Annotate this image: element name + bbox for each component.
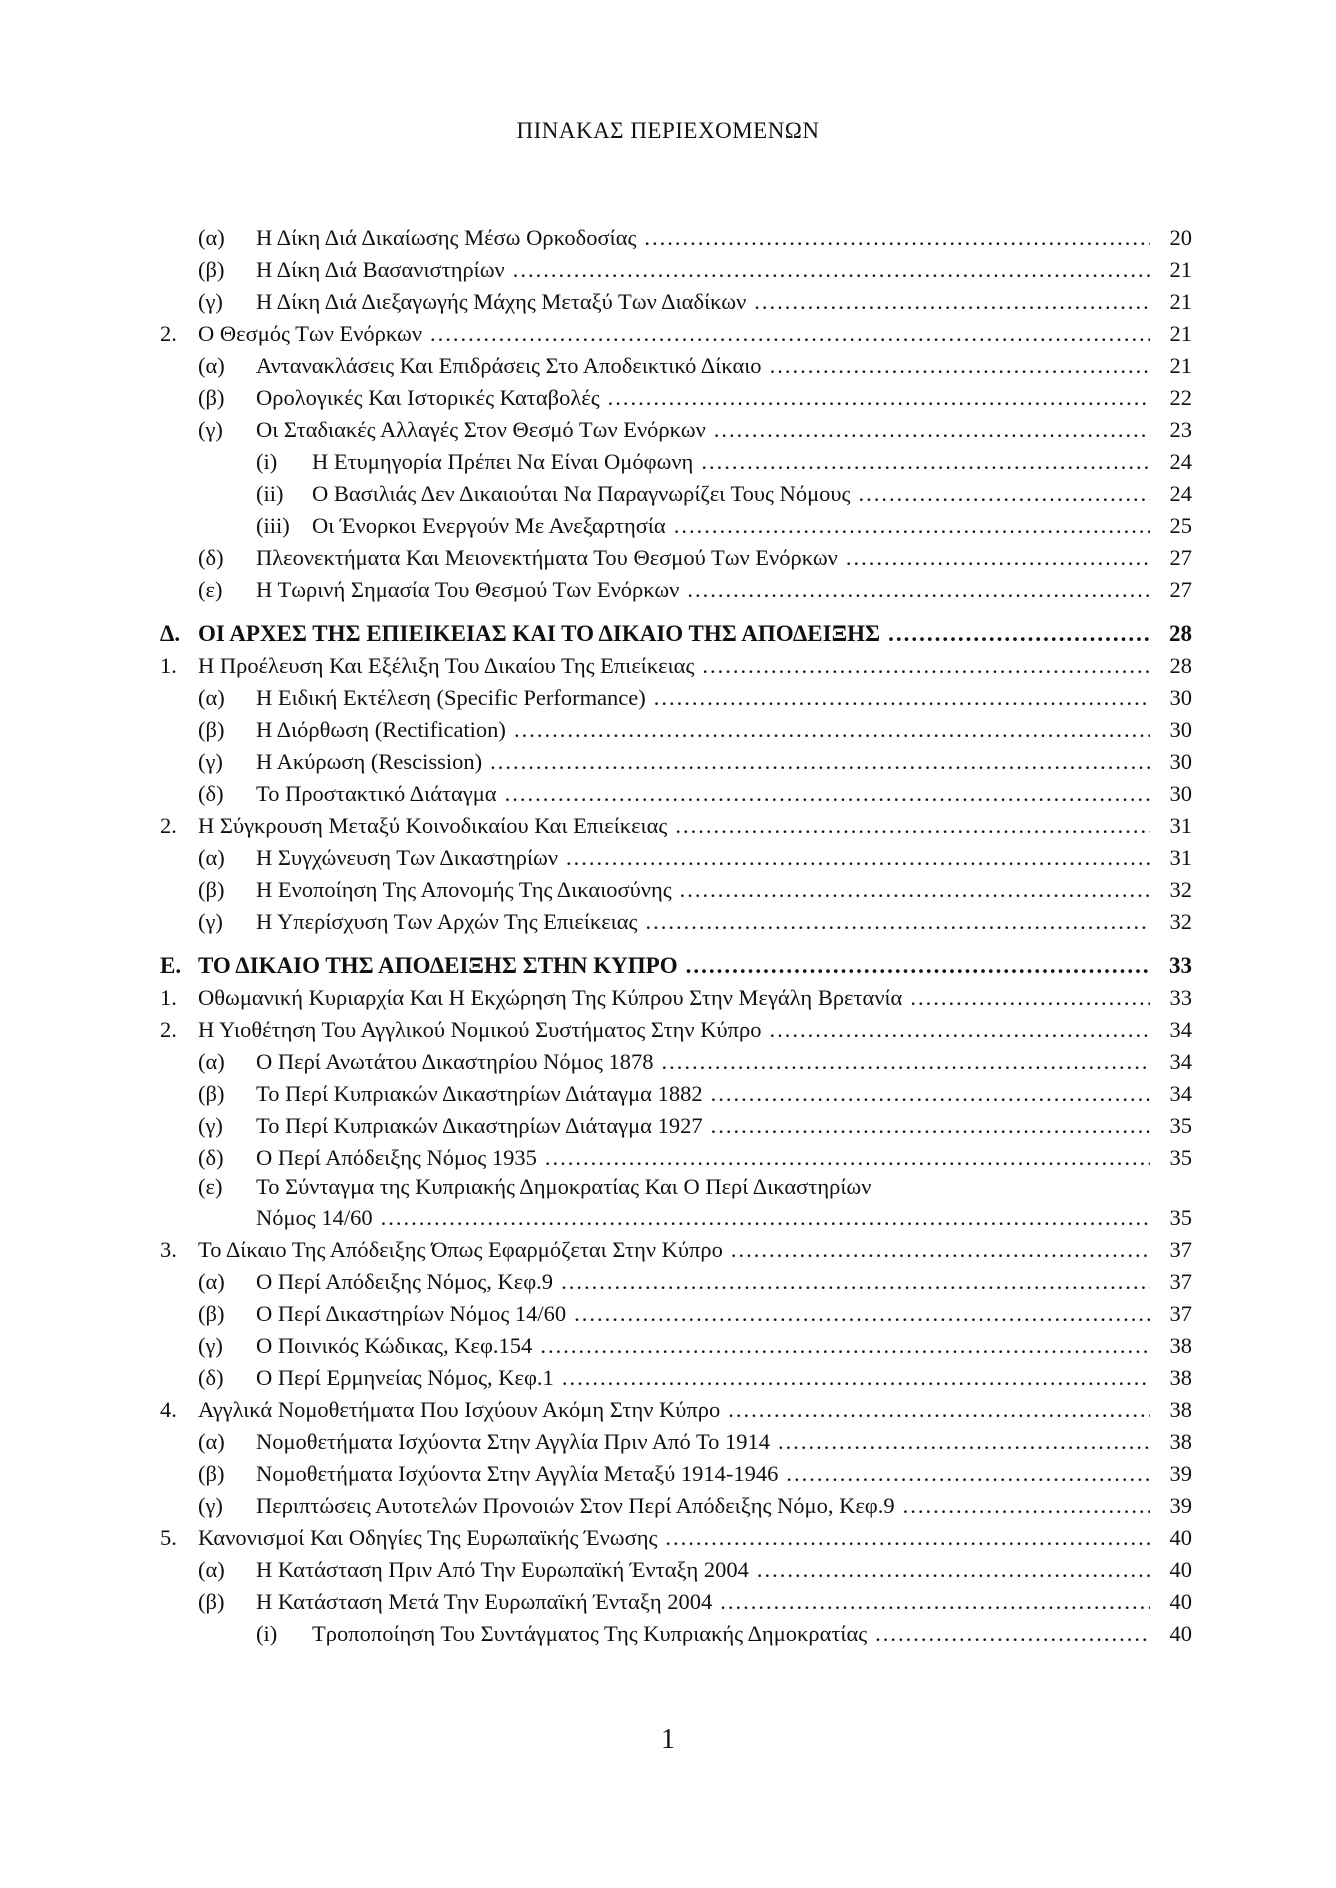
toc-entry[interactable]: [160, 714, 1192, 746]
toc-page-number: 35: [1169, 1205, 1192, 1230]
toc-marker: 2.: [160, 813, 177, 838]
toc-marker: (α): [198, 353, 225, 378]
toc-marker: (α): [198, 845, 225, 870]
dot-leader: [711, 1113, 1150, 1139]
toc-entry[interactable]: [160, 1618, 1192, 1650]
toc-marker: (β): [198, 1461, 225, 1486]
toc-marker: (δ): [198, 545, 224, 570]
toc-marker: (β): [198, 717, 225, 742]
toc-marker: (δ): [198, 1365, 224, 1390]
dot-leader: [858, 481, 1150, 507]
dot-leader: [778, 1429, 1150, 1455]
toc-entry[interactable]: [160, 510, 1192, 542]
toc-page-number: 30: [1169, 749, 1192, 774]
toc-page-number: 33: [1169, 953, 1192, 978]
toc-marker: (γ): [198, 289, 223, 314]
dot-leader: [686, 953, 1150, 979]
toc-page-number: 27: [1169, 577, 1192, 602]
toc-title-line1: Το Σύνταγμα της Κυπριακής Δημοκρατίας Και Ο Περί Δικαστηρίων: [256, 1174, 872, 1199]
toc-page-number: 25: [1169, 513, 1192, 538]
toc-title: Το Δίκαιο Της Απόδειξης Όπως Εφαρμόζεται Στην Κύπρο: [198, 1237, 723, 1262]
dot-leader: [490, 749, 1150, 775]
toc-title: Περιπτώσεις Αυτοτελών Προνοιών Στον Περί Απόδειξης Νόμο, Κεφ.9: [256, 1493, 895, 1518]
toc-marker: 1.: [160, 653, 177, 678]
page-title: ΠΙΝΑΚΑΣ ΠΕΡΙΕΧΟΜΕΝΩΝ: [516, 118, 820, 143]
toc-page-number: 39: [1169, 1461, 1192, 1486]
toc-page-number: 40: [1169, 1557, 1192, 1582]
toc-marker: (γ): [198, 909, 223, 934]
toc-marker: (β): [198, 257, 225, 282]
toc-entry[interactable]: [160, 650, 1192, 682]
dot-leader: [654, 685, 1150, 711]
dot-leader: [661, 1049, 1150, 1075]
toc-entry[interactable]: [160, 1522, 1192, 1554]
toc-page-number: 34: [1169, 1049, 1192, 1074]
dot-leader: [711, 1081, 1150, 1107]
toc-title: Κανονισμοί Και Οδηγίες Της Ευρωπαϊκής Ένωσης: [198, 1525, 658, 1550]
dot-leader: [514, 717, 1150, 743]
dot-leader: [687, 577, 1150, 603]
dot-leader: [540, 1333, 1150, 1359]
toc-title: Αντανακλάσεις Και Επιδράσεις Στο Αποδεικτικό Δίκαιο: [256, 353, 762, 378]
dot-leader: [757, 1557, 1150, 1583]
toc-page-number: 38: [1169, 1397, 1192, 1422]
toc-entry[interactable]: [160, 1110, 1192, 1142]
toc-page-number: 37: [1169, 1301, 1192, 1326]
toc-marker: (α): [198, 1429, 225, 1454]
toc-page-number: 28: [1169, 653, 1192, 678]
toc-marker: (α): [198, 1269, 225, 1294]
dot-leader: [430, 321, 1150, 347]
toc-page-number: 23: [1169, 417, 1192, 442]
dot-leader: [561, 1269, 1150, 1295]
toc-title: Νομοθετήματα Ισχύοντα Στην Αγγλία Πριν Από Το 1914: [256, 1429, 771, 1454]
toc-entry[interactable]: [160, 446, 1192, 478]
toc-title: Τροποποίηση Του Συντάγματος Της Κυπριακής Δημοκρατίας: [312, 1621, 868, 1646]
toc-marker: (γ): [198, 417, 223, 442]
dot-leader: [675, 813, 1150, 839]
toc-title: Ο Περί Ερμηνείας Νόμος, Κεφ.1: [256, 1365, 554, 1390]
toc-title: Η Σύγκρουση Μεταξύ Κοινοδικαίου Και Επιείκειας: [198, 813, 668, 838]
dot-leader: [574, 1301, 1150, 1327]
toc-page-number: 27: [1169, 545, 1192, 570]
toc-section-heading[interactable]: [160, 950, 1192, 982]
toc-marker: (γ): [198, 1113, 223, 1138]
toc-marker: (β): [198, 385, 225, 410]
toc-entry[interactable]: [160, 842, 1192, 874]
toc-marker: Ε.: [160, 953, 182, 978]
toc-page-number: 21: [1169, 321, 1192, 346]
toc-title: Η Προέλευση Και Εξέλιξη Του Δικαίου Της Επιείκειας: [198, 653, 695, 678]
toc-marker: (ε): [198, 577, 223, 602]
dot-leader: [714, 417, 1150, 443]
toc-page-number: 21: [1169, 289, 1192, 314]
toc-page-number: 33: [1169, 985, 1192, 1010]
toc-page-number: 40: [1169, 1525, 1192, 1550]
dot-leader: [769, 1017, 1150, 1043]
dot-leader: [702, 653, 1150, 679]
toc-title: Η Κατάσταση Μετά Την Ευρωπαϊκή Ένταξη 2004: [256, 1589, 713, 1614]
toc-title: Οθωμανική Κυριαρχία Και Η Εκχώρηση Της Κύπρου Στην Μεγάλη Βρετανία: [198, 985, 903, 1010]
toc-title: Ο Περί Ανωτάτου Δικαστηρίου Νόμος 1878: [256, 1049, 654, 1074]
toc-entry[interactable]: [160, 1174, 1192, 1234]
toc-title: Οι Σταδιακές Αλλαγές Στον Θεσμό Των Ενόρκων: [256, 417, 706, 442]
toc-marker: 1.: [160, 985, 177, 1010]
dot-leader: [754, 289, 1150, 315]
toc-title: Νομοθετήματα Ισχύοντα Στην Αγγλία Μεταξύ 1914-1946: [256, 1461, 779, 1486]
dot-leader: [731, 1237, 1150, 1263]
dot-leader: [875, 1621, 1150, 1647]
toc-marker: 2.: [160, 1017, 177, 1042]
dot-leader: [505, 781, 1150, 807]
toc-page-number: 28: [1169, 621, 1192, 646]
toc-entry[interactable]: [160, 1458, 1192, 1490]
toc-entry[interactable]: [160, 906, 1192, 938]
toc-page-number: 35: [1169, 1113, 1192, 1138]
toc-title: Η Ειδική Εκτέλεση (Specific Performance): [256, 685, 646, 710]
toc-title: Η Ετυμηγορία Πρέπει Να Είναι Ομόφωνη: [312, 449, 694, 474]
toc-entry[interactable]: [160, 1330, 1192, 1362]
toc-title: Η Υιοθέτηση Του Αγγλικού Νομικού Συστήματος Στην Κύπρο: [198, 1017, 762, 1042]
dot-leader: [513, 257, 1150, 283]
toc-entry[interactable]: [160, 1490, 1192, 1522]
toc-page-number: 38: [1169, 1333, 1192, 1358]
toc-marker: 5.: [160, 1525, 177, 1550]
toc-marker: (α): [198, 1049, 225, 1074]
page-number: 1: [661, 1724, 675, 1755]
toc-page-number: 40: [1169, 1589, 1192, 1614]
toc-title: Η Τωρινή Σημασία Του Θεσμού Των Ενόρκων: [256, 577, 680, 602]
toc-page-number: 34: [1169, 1081, 1192, 1106]
toc-marker: (β): [198, 1589, 225, 1614]
toc-entry[interactable]: [160, 1362, 1192, 1394]
dot-leader: [680, 877, 1150, 903]
toc-title: Η Συγχώνευση Των Δικαστηρίων: [256, 845, 558, 870]
toc-title: ΤΟ ΔΙΚΑΙΟ ΤΗΣ ΑΠΟΔΕΙΞΗΣ ΣΤΗΝ ΚΥΠΡΟ: [198, 953, 678, 978]
toc-title: Ο Θεσμός Των Ενόρκων: [198, 321, 423, 346]
toc-title: Οι Ένορκοι Ενεργούν Με Ανεξαρτησία: [312, 513, 666, 538]
dot-leader: [720, 1589, 1150, 1615]
toc-page-number: 30: [1169, 717, 1192, 742]
toc-page-number: 21: [1169, 353, 1192, 378]
toc-title: Το Περί Κυπριακών Δικαστηρίων Διάταγμα 1882: [256, 1081, 703, 1106]
dot-leader: [381, 1205, 1150, 1231]
toc-page-number: 35: [1169, 1145, 1192, 1170]
toc-marker: (α): [198, 225, 225, 250]
toc-page-number: 40: [1169, 1621, 1192, 1646]
toc-entry[interactable]: [160, 682, 1192, 714]
toc-entry[interactable]: [160, 1394, 1192, 1426]
toc-marker: (δ): [198, 1145, 224, 1170]
toc-marker: (i): [256, 1621, 278, 1646]
toc-page-number: 30: [1169, 685, 1192, 710]
dot-leader: [846, 545, 1150, 571]
toc-entry[interactable]: [160, 414, 1192, 446]
toc-marker: (β): [198, 1301, 225, 1326]
toc-title: ΟΙ ΑΡΧΕΣ ΤΗΣ ΕΠΙΕΙΚΕΙΑΣ ΚΑΙ ΤΟ ΔΙΚΑΙΟ ΤΗΣ ΑΠΟΔΕΙΞΗΣ: [198, 621, 881, 646]
dot-leader: [888, 621, 1150, 647]
dot-leader: [770, 353, 1150, 379]
toc-title: Η Υπερίσχυση Των Αρχών Της Επιείκειας: [256, 909, 638, 934]
toc-section-heading[interactable]: [160, 618, 1192, 650]
dot-leader: [562, 1365, 1150, 1391]
toc-title: Η Κατάσταση Πριν Από Την Ευρωπαϊκή Ένταξη 2004: [256, 1557, 749, 1582]
toc-entry[interactable]: [160, 1554, 1192, 1586]
toc-marker: (δ): [198, 781, 224, 806]
toc-page-number: 38: [1169, 1365, 1192, 1390]
toc-title: Ορολογικές Και Ιστορικές Καταβολές: [256, 385, 600, 410]
dot-leader: [608, 385, 1150, 411]
dot-leader: [701, 449, 1150, 475]
toc-page-number: 38: [1169, 1429, 1192, 1454]
toc-marker: (α): [198, 1557, 225, 1582]
toc-title: Η Ενοποίηση Της Απονομής Της Δικαιοσύνης: [256, 877, 672, 902]
toc-entry[interactable]: [160, 254, 1192, 286]
toc-entry[interactable]: [160, 1142, 1192, 1174]
dot-leader: [665, 1525, 1150, 1551]
toc-entry[interactable]: [160, 1234, 1192, 1266]
toc-entry[interactable]: [160, 222, 1192, 254]
toc-title: Νόμος 14/60: [256, 1205, 373, 1230]
toc-entry[interactable]: [160, 542, 1192, 574]
toc-entry[interactable]: [160, 382, 1192, 414]
toc-entry[interactable]: [160, 1426, 1192, 1458]
toc-marker: (β): [198, 877, 225, 902]
toc-page-number: 30: [1169, 781, 1192, 806]
toc-page-number: 39: [1169, 1493, 1192, 1518]
toc-entry[interactable]: [160, 1078, 1192, 1110]
dot-leader: [786, 1461, 1150, 1487]
table-of-contents: [160, 222, 1192, 1650]
dot-leader: [566, 845, 1150, 871]
toc-page-number: 20: [1169, 225, 1192, 250]
toc-page-number: 32: [1169, 909, 1192, 934]
toc-entry[interactable]: [160, 1046, 1192, 1078]
toc-entry[interactable]: [160, 746, 1192, 778]
toc-title: Η Δίκη Διά Βασανιστηρίων: [256, 257, 505, 282]
toc-page-number: 22: [1169, 385, 1192, 410]
toc-entry[interactable]: [160, 982, 1192, 1014]
toc-title: Ο Περί Απόδειξης Νόμος, Κεφ.9: [256, 1269, 554, 1294]
toc-title: Το Προστακτικό Διάταγμα: [256, 781, 497, 806]
toc-title: Πλεονεκτήματα Και Μειονεκτήματα Του Θεσμού Των Ενόρκων: [256, 545, 838, 570]
toc-page-number: 24: [1169, 481, 1192, 506]
toc-marker: 4.: [160, 1397, 177, 1422]
dot-leader: [903, 1493, 1150, 1519]
toc-page-number: 21: [1169, 257, 1192, 282]
toc-marker: (γ): [198, 749, 223, 774]
toc-entry[interactable]: [160, 478, 1192, 510]
toc-marker: Δ.: [160, 621, 181, 646]
toc-page-number: 31: [1169, 845, 1192, 870]
toc-title: Το Περί Κυπριακών Δικαστηρίων Διάταγμα 1927: [256, 1113, 703, 1138]
toc-entry[interactable]: [160, 1266, 1192, 1298]
toc-page-number: 37: [1169, 1269, 1192, 1294]
toc-marker: (α): [198, 685, 225, 710]
toc-marker: 2.: [160, 321, 177, 346]
toc-title: Η Δίκη Διά Διεξαγωγής Μάχης Μεταξύ Των Διαδίκων: [256, 289, 747, 314]
toc-entry[interactable]: [160, 1298, 1192, 1330]
toc-entry[interactable]: [160, 1586, 1192, 1618]
toc-entry[interactable]: [160, 350, 1192, 382]
dot-leader: [644, 225, 1150, 251]
toc-entry[interactable]: [160, 1014, 1192, 1046]
toc-title: Αγγλικά Νομοθετήματα Που Ισχύουν Ακόμη Στην Κύπρο: [198, 1397, 721, 1422]
dot-leader: [645, 909, 1150, 935]
toc-entry[interactable]: [160, 318, 1192, 350]
toc-title: Ο Περί Δικαστηρίων Νόμος 14/60: [256, 1301, 567, 1326]
toc-entry[interactable]: [160, 286, 1192, 318]
dot-leader: [545, 1145, 1150, 1171]
toc-page-number: 31: [1169, 813, 1192, 838]
toc-marker: (γ): [198, 1333, 223, 1358]
toc-title: Η Ακύρωση (Rescission): [256, 749, 483, 774]
toc-marker: (iii): [256, 513, 290, 538]
dot-leader: [910, 985, 1150, 1011]
toc-entry[interactable]: [160, 810, 1192, 842]
toc-marker: (γ): [198, 1493, 223, 1518]
dot-leader: [728, 1397, 1150, 1423]
toc-title: Ο Περί Απόδειξης Νόμος 1935: [256, 1145, 537, 1170]
toc-marker: (β): [198, 1081, 225, 1106]
toc-title: Η Διόρθωση (Rectification): [256, 717, 506, 742]
toc-marker: (i): [256, 449, 278, 474]
toc-title: Ο Βασιλιάς Δεν Δικαιούται Να Παραγνωρίζει Τους Νόμους: [312, 481, 851, 506]
toc-entry[interactable]: [160, 574, 1192, 606]
toc-marker: (ii): [256, 481, 284, 506]
toc-marker: 3.: [160, 1237, 177, 1262]
toc-page-number: 37: [1169, 1237, 1192, 1262]
toc-entry[interactable]: [160, 874, 1192, 906]
toc-entry[interactable]: [160, 778, 1192, 810]
toc-page-number: 32: [1169, 877, 1192, 902]
toc-marker: (ε): [198, 1174, 223, 1199]
toc-page-number: 34: [1169, 1017, 1192, 1042]
dot-leader: [674, 513, 1150, 539]
toc-title: Η Δίκη Διά Δικαίωσης Μέσω Ορκοδοσίας: [256, 225, 637, 250]
toc-title: Ο Ποινικός Κώδικας, Κεφ.154: [256, 1333, 533, 1358]
toc-page-number: 24: [1169, 449, 1192, 474]
